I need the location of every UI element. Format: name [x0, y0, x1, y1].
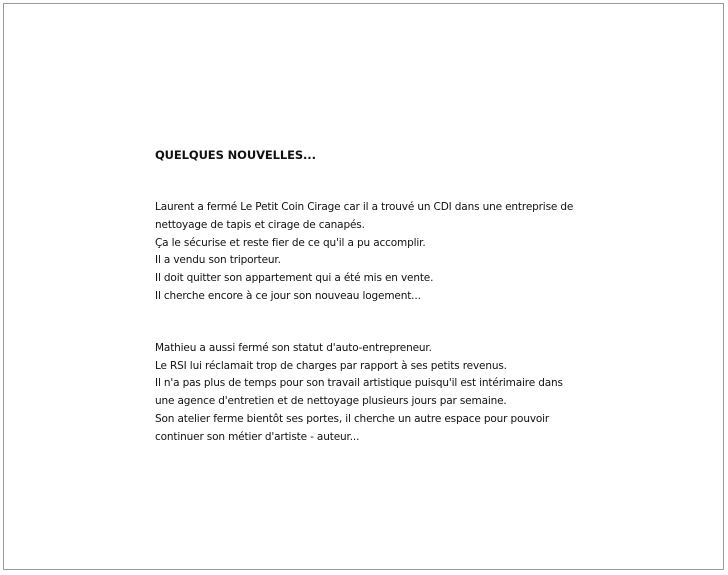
text-line: Il doit quitter son appartement qui a été mis en vente. [155, 272, 434, 285]
text-line: Il cherche encore à ce jour son nouveau logement... [155, 289, 421, 302]
paragraph-mathieu [155, 340, 605, 447]
text-line: Ça le sécurise et reste fier de ce qu'il a pu accomplir. [155, 236, 426, 249]
text-line: continuer son métier d'artiste - auteur... [155, 430, 360, 443]
text-content [155, 147, 605, 447]
text-line: Mathieu a aussi fermé son statut d'auto-entrepreneur. [155, 341, 432, 354]
text-line: une agence d'entretien et de nettoyage plusieurs jours par semaine. [155, 395, 507, 408]
paragraph-laurent [155, 199, 605, 306]
text-line: Son atelier ferme bientôt ses portes, il cherche un autre espace pour pouvoir [155, 412, 550, 425]
text-line: Laurent a fermé Le Petit Coin Cirage car il a trouvé un CDI dans une entreprise de [155, 201, 574, 213]
text-line: nettoyage de tapis et cirage de canapés. [155, 218, 365, 231]
text-line: Il a vendu son triporteur. [155, 254, 281, 267]
text-line: Il n'a pas plus de temps pour son travail artistique puisqu'il est intérimaire dans [155, 377, 563, 390]
page-title: QUELQUES NOUVELLES... [155, 148, 316, 162]
text-line: Le RSI lui réclamait trop de charges par rapport à ses petits revenus. [155, 359, 507, 372]
document-page [3, 3, 724, 570]
